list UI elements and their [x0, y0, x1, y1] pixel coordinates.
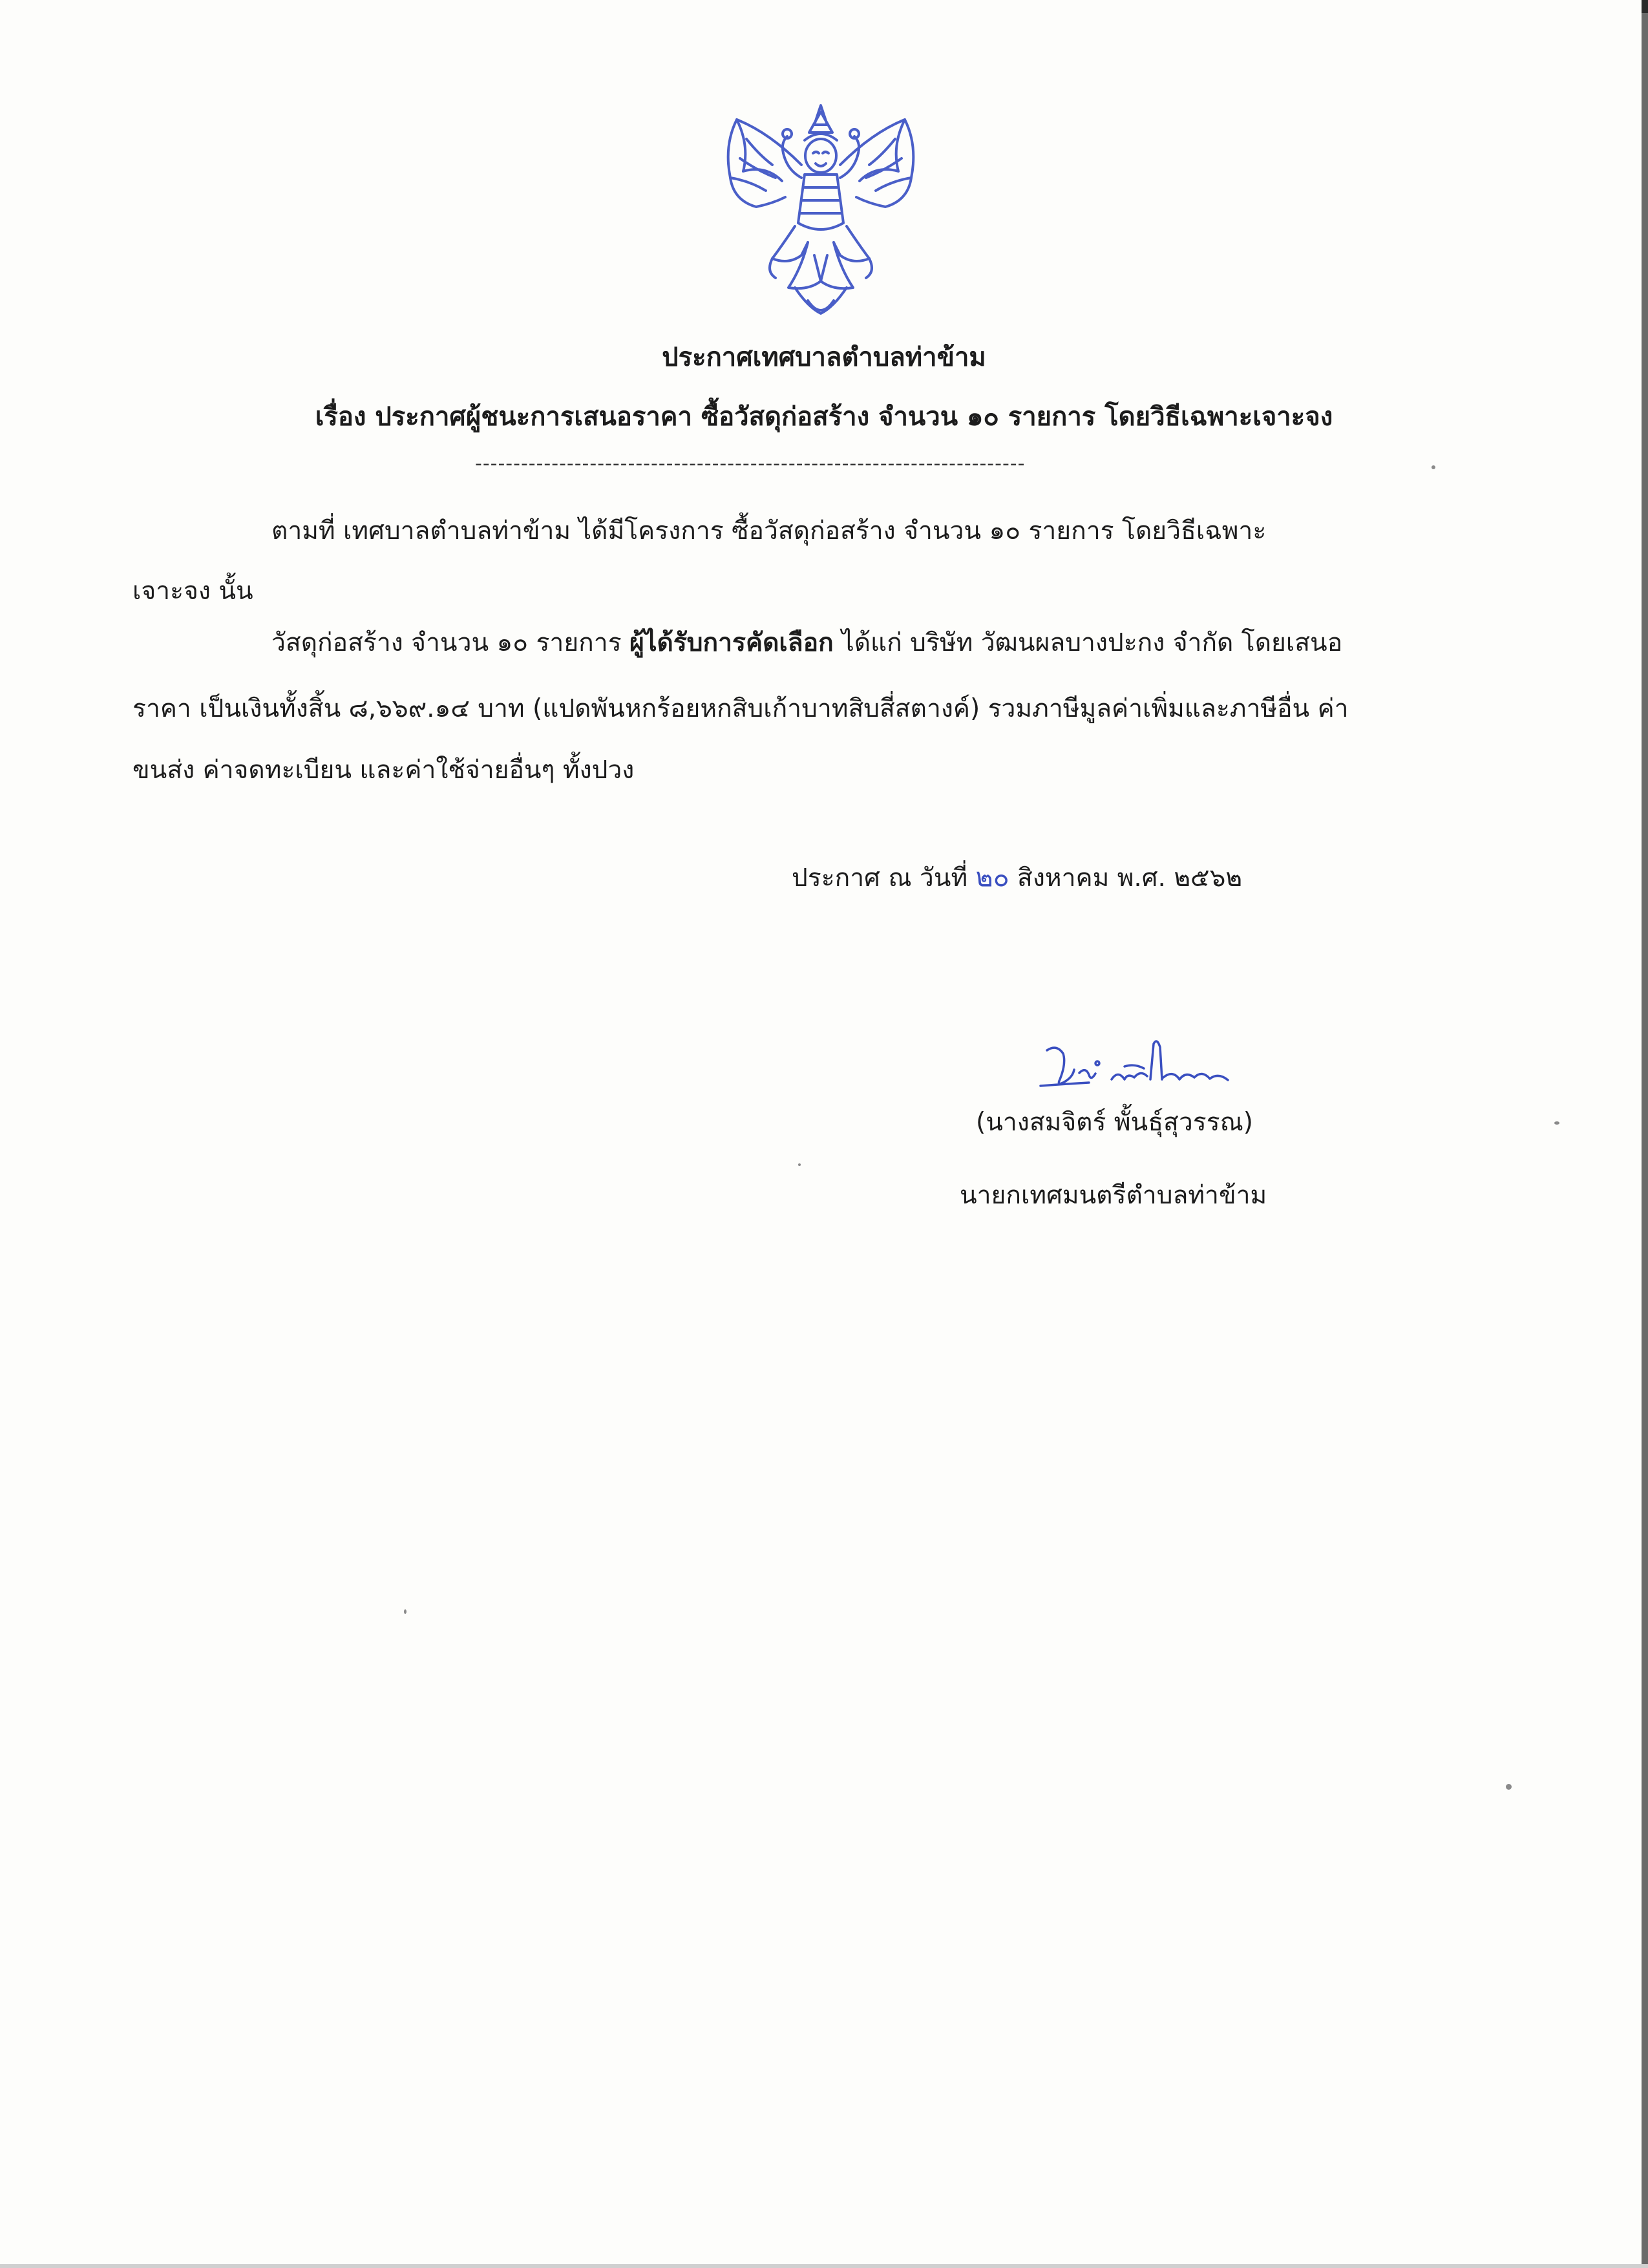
signer-position: นายกเทศมนตรีตำบลท่าข้าม [960, 1181, 1267, 1210]
date-prefix: ประกาศ ณ วันที่ [792, 864, 968, 893]
paragraph-1-line-2: เจาะจง นั้น [132, 577, 253, 606]
scan-speck [1554, 1121, 1559, 1125]
subject-heading: เรื่อง ประกาศผู้ชนะการเสนอราคา ซื้อวัสดุก่อสร้าง จำนวน ๑๐ รายการ โดยวิธีเฉพาะเจาะจง [315, 402, 1333, 432]
paragraph-2-selected-label: ผู้ได้รับการคัดเลือก [629, 628, 834, 657]
scan-speck [404, 1609, 407, 1614]
date-day-handwritten: ๒๐ [975, 862, 1009, 893]
signer-name: (นางสมจิตร์ พั้นธุ์สุวรรณ) [976, 1108, 1254, 1137]
paragraph-2-line-3: ขนส่ง ค่าจดทะเบียน และค่าใช้จ่ายอื่นๆ ทั้งปวง [132, 756, 635, 785]
scan-speck [1431, 465, 1435, 469]
paragraph-2-line-2: ราคา เป็นเงินทั้งสิ้น ๘,๖๖๙.๑๔ บาท (แปดพันหกร้อยหกสิบเก้าบาทสิบสี่สตางค์) รวมภาษีมูลค่าเพิ่มและภาษีอื่น ค่า [132, 694, 1349, 723]
announcement-date [792, 856, 1242, 898]
scan-edge-bottom [0, 2264, 1648, 2268]
paragraph-2-vendor: ได้แก่ บริษัท วัฒนผลบางปะกง จำกัด โดยเสนอ [841, 628, 1343, 657]
separator-line: ------------------------------------------------------------------------ [475, 452, 1026, 475]
paragraph-1-line-1: ตามที่ เทศบาลตำบลท่าข้าม ได้มีโครงการ ซื้อวัสดุก่อสร้าง จำนวน ๑๐ รายการ โดยวิธีเฉพาะ [271, 516, 1267, 546]
scan-edge-corner [1642, 0, 1648, 13]
signature-icon [1028, 1018, 1247, 1102]
date-month-year: สิงหาคม พ.ศ. ๒๕๖๒ [1017, 864, 1243, 893]
scan-speck [798, 1163, 801, 1166]
paragraph-2-line-1 [271, 622, 1342, 662]
page-title: ประกาศเทศบาลตำบลท่าข้าม [662, 343, 986, 372]
paragraph-2-lead: วัสดุก่อสร้าง จำนวน ๑๐ รายการ [271, 628, 622, 657]
garuda-emblem-icon [711, 94, 931, 333]
scan-speck [1506, 1784, 1512, 1790]
